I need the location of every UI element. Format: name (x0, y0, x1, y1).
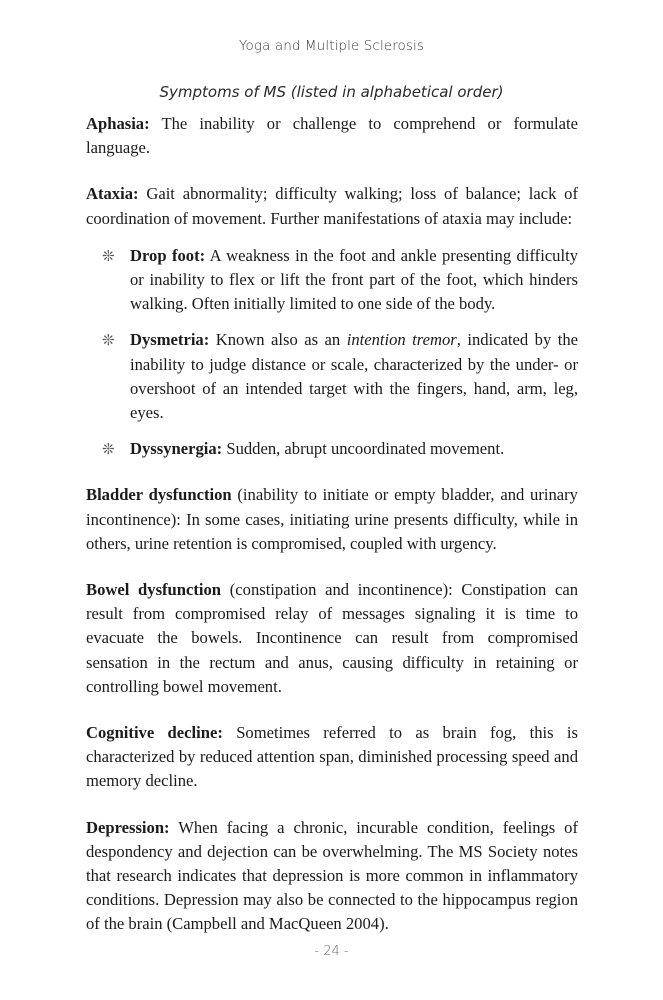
definition-ataxia: Gait abnormality; difficulty walking; loss of balance; lack of coordination of movement. Further manifestations of ataxia may include: (86, 184, 578, 228)
page-number: - 24 - (314, 944, 349, 959)
italic-intention-tremor: intention tremor (346, 330, 457, 350)
term-bladder-dysfunction: Bladder dysfunction (86, 485, 232, 505)
term-cognitive-decline: Cognitive decline: (86, 723, 223, 743)
definition-aphasia: The inability or challenge to comprehend or formulate language. (86, 114, 578, 158)
definition-drop-foot: A weakness in the foot and ankle presenting difficulty or inability to flex or lift the front part of the foot, which hinders walking. Often initially limited to one side of the body. (130, 245, 578, 314)
asterisk-bullet-icon: ❊ (102, 331, 115, 350)
term-dyssynergia: Dyssynergia: (130, 439, 223, 459)
term-bowel-dysfunction: Bowel dysfunction (86, 580, 222, 600)
entry-bladder-dysfunction (86, 483, 578, 556)
term-ataxia: Ataxia: (86, 184, 139, 204)
list-item-dyssynergia (86, 437, 578, 461)
definition-cognitive-decline: Sometimes referred to as brain fog, this is characterized by reduced attention span, diminished processing speed and memory decline. (86, 723, 578, 791)
term-aphasia: Aphasia: (86, 114, 150, 133)
list-item-dysmetria (86, 328, 578, 425)
asterisk-bullet-icon: ❊ (102, 246, 115, 265)
definition-dysmetria-part2: , indicated by the inability to judge distance or scale, characterized by the under- or overshoot of an intended target with the fingers, hand, arm, leg, eyes. (130, 330, 578, 423)
body-text (86, 112, 578, 959)
definition-bowel-dysfunction: (constipation and incontinence): Constipation can result from compromised relay of messages signaling it is time to evacuate the bowels. Incontinence can result from compromised sensation in the rectum and anus, causing difficulty in retaining or controlling bowel movement. (86, 580, 578, 696)
entry-aphasia (86, 112, 578, 160)
entry-depression (86, 816, 578, 937)
running-header: Yoga and Multiple Sclerosis (238, 38, 425, 54)
ataxia-manifestations-list (86, 244, 578, 462)
section-title: Symptoms of MS (listed in alphabetical order) (159, 83, 504, 101)
entry-bowel-dysfunction (86, 578, 578, 699)
term-depression: Depression: (86, 817, 170, 837)
list-item-drop-foot (86, 244, 578, 317)
definition-depression: When facing a chronic, incurable condition, feelings of despondency and dejection can be overwhelming. The MS Society notes that research indicates that depression is more common in inflammatory conditions. Depression may also be connected to the hippocampus region of the brain (Campbell and MacQueen 2004). (86, 817, 578, 934)
term-dysmetria: Dysmetria: (130, 330, 210, 350)
term-drop-foot: Drop foot: (130, 245, 206, 265)
entry-ataxia (86, 182, 578, 230)
definition-dysmetria-part1: Known also as an (209, 330, 347, 350)
entry-cognitive-decline (86, 721, 578, 794)
definition-dyssynergia: Sudden, abrupt uncoordinated movement. (222, 439, 505, 459)
definition-bladder-dysfunction: (inability to initiate or empty bladder, and urinary incontinence): In some cases, initiating urine presents difficulty, while in others, urine retention is compromised, coupled with urgency. (86, 485, 578, 553)
asterisk-bullet-icon: ❊ (102, 440, 115, 459)
